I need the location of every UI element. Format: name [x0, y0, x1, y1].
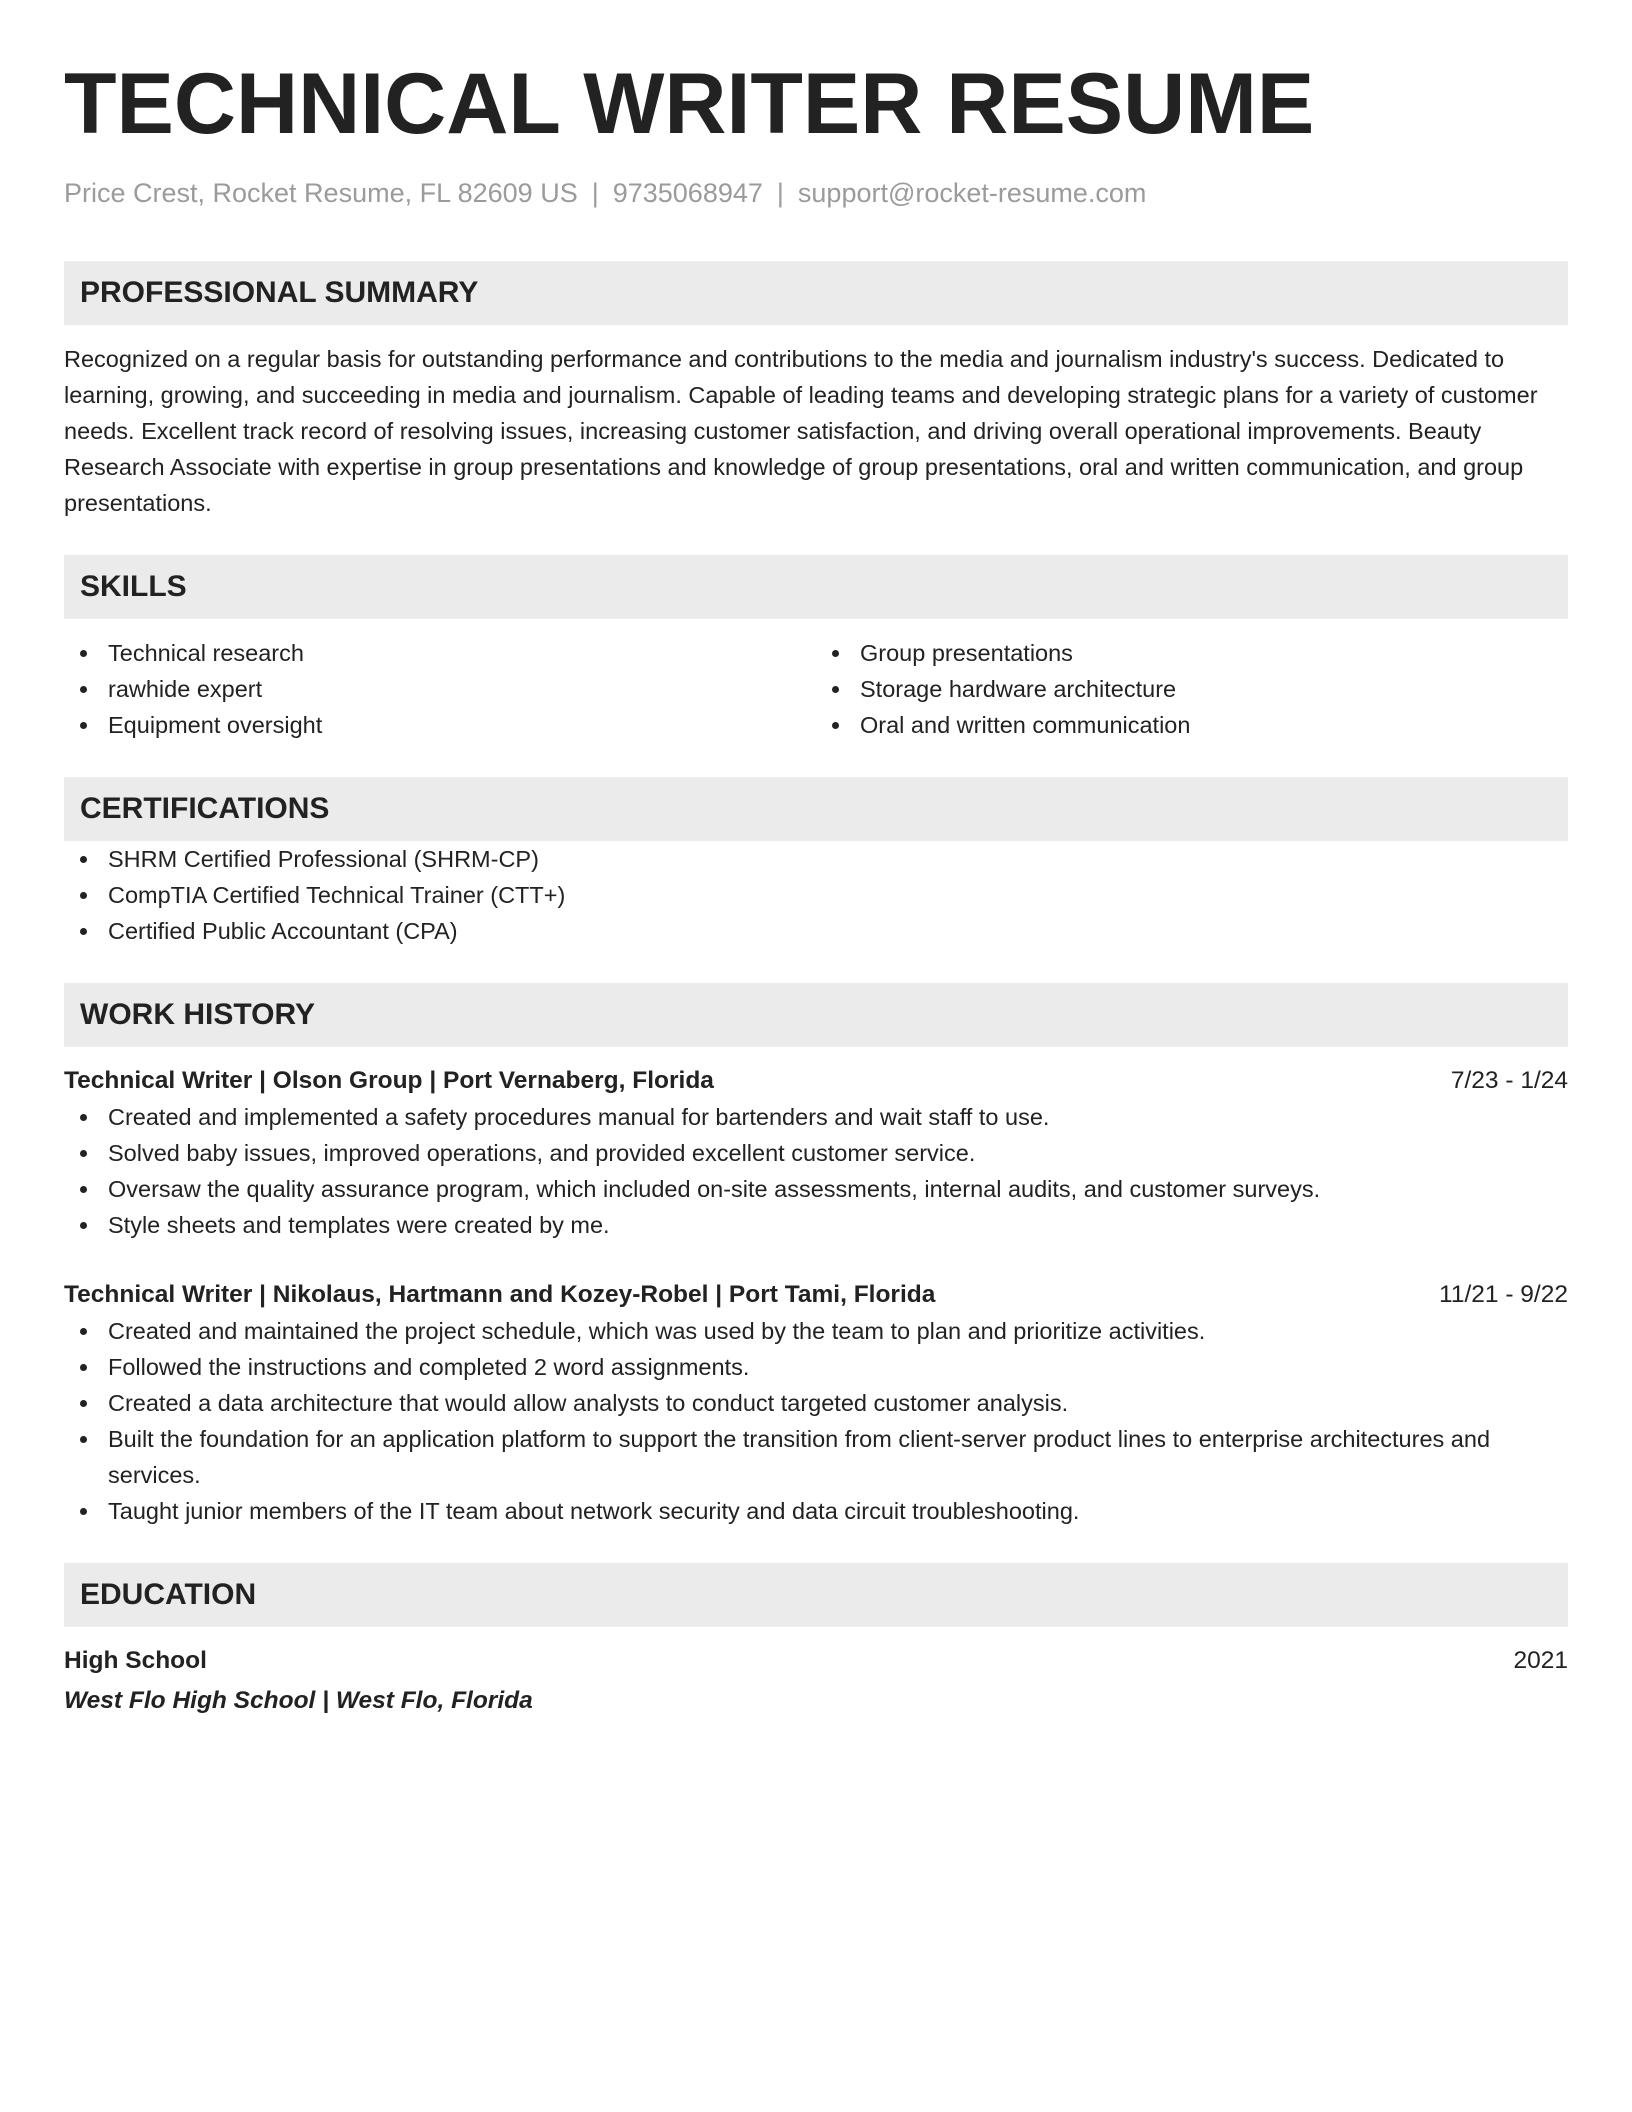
skills-column-right: [816, 635, 1568, 743]
job-bullet: Created and maintained the project schedule, which was used by the team to plan and prioritize activities.: [64, 1313, 1568, 1349]
contact-address: Price Crest, Rocket Resume, FL 82609 US: [64, 178, 578, 208]
education-header: [64, 1643, 1568, 1679]
job-bullets: [64, 1313, 1568, 1529]
certification-item: SHRM Certified Professional (SHRM-CP): [64, 841, 1568, 877]
section-header-summary: PROFESSIONAL SUMMARY: [64, 261, 1568, 325]
job-title: Technical Writer | Nikolaus, Hartmann and Kozey-Robel | Port Tami, Florida: [64, 1281, 936, 1308]
education-year: 2021: [1513, 1647, 1568, 1674]
skill-item: Equipment oversight: [64, 707, 816, 743]
job-title: Technical Writer | Olson Group | Port Vernaberg, Florida: [64, 1067, 714, 1094]
job-entry: [64, 1063, 1568, 1243]
section-header-work-history: WORK HISTORY: [64, 983, 1568, 1047]
contact-separator: |: [776, 178, 784, 208]
certification-item: CompTIA Certified Technical Trainer (CTT+): [64, 877, 1568, 913]
contact-phone: 9735068947: [612, 178, 763, 208]
education-degree: High School: [64, 1647, 207, 1674]
skill-item: Group presentations: [816, 635, 1568, 671]
job-bullet: Created a data architecture that would allow analysts to conduct targeted customer analysis.: [64, 1385, 1568, 1421]
skills-list: [64, 635, 1568, 743]
job-header: [64, 1063, 1568, 1099]
job-header: [64, 1277, 1568, 1313]
job-dates: 7/23 - 1/24: [1450, 1067, 1568, 1094]
job-bullet: Oversaw the quality assurance program, which included on-site assessments, internal audits, and customer surveys.: [64, 1171, 1568, 1207]
resume-title: TECHNICAL WRITER RESUME: [64, 56, 1315, 152]
job-bullet: Built the foundation for an application platform to support the transition from client-server product lines to enterprise architectures and services.: [64, 1421, 1568, 1493]
skill-item: Storage hardware architecture: [816, 671, 1568, 707]
summary-text: Recognized on a regular basis for outstanding performance and contributions to the media and journalism industry's success. Dedicated to learning, growing, and succeeding in media and journalism. Capable of leading teams and developing strategic plans for a variety of customer needs. Excellent track record of resolving issues, increasing customer satisfaction, and driving overall operational improvements. Beauty Research Associate with expertise in group presentations and knowledge of group presentations, oral and written communication, and group presentations.: [64, 346, 1538, 516]
job-bullet: Followed the instructions and completed 2 word assignments.: [64, 1349, 1568, 1385]
section-header-certifications: CERTIFICATIONS: [64, 777, 1568, 841]
job-bullet: Solved baby issues, improved operations, and provided excellent customer service.: [64, 1135, 1568, 1171]
skill-item: Oral and written communication: [816, 707, 1568, 743]
contact-separator: |: [591, 178, 599, 208]
job-bullet: Style sheets and templates were created by me.: [64, 1207, 1568, 1243]
section-header-education: EDUCATION: [64, 1563, 1568, 1627]
skill-item: Technical research: [64, 635, 816, 671]
job-bullet: Taught junior members of the IT team about network security and data circuit troubleshooting.: [64, 1493, 1568, 1529]
job-bullet: Created and implemented a safety procedures manual for bartenders and wait staff to use.: [64, 1099, 1568, 1135]
section-header-skills: SKILLS: [64, 555, 1568, 619]
contact-email: support@rocket-resume.com: [797, 178, 1147, 208]
skills-column-left: [64, 635, 816, 743]
job-entry: [64, 1277, 1568, 1529]
certifications-list: [64, 841, 1568, 949]
job-bullets: [64, 1099, 1568, 1243]
education-school: West Flo High School | West Flo, Florida: [64, 1687, 533, 1714]
certification-item: Certified Public Accountant (CPA): [64, 913, 1568, 949]
contact-line: [64, 176, 1568, 210]
job-dates: 11/21 - 9/22: [1439, 1281, 1568, 1308]
skill-item: rawhide expert: [64, 671, 816, 707]
